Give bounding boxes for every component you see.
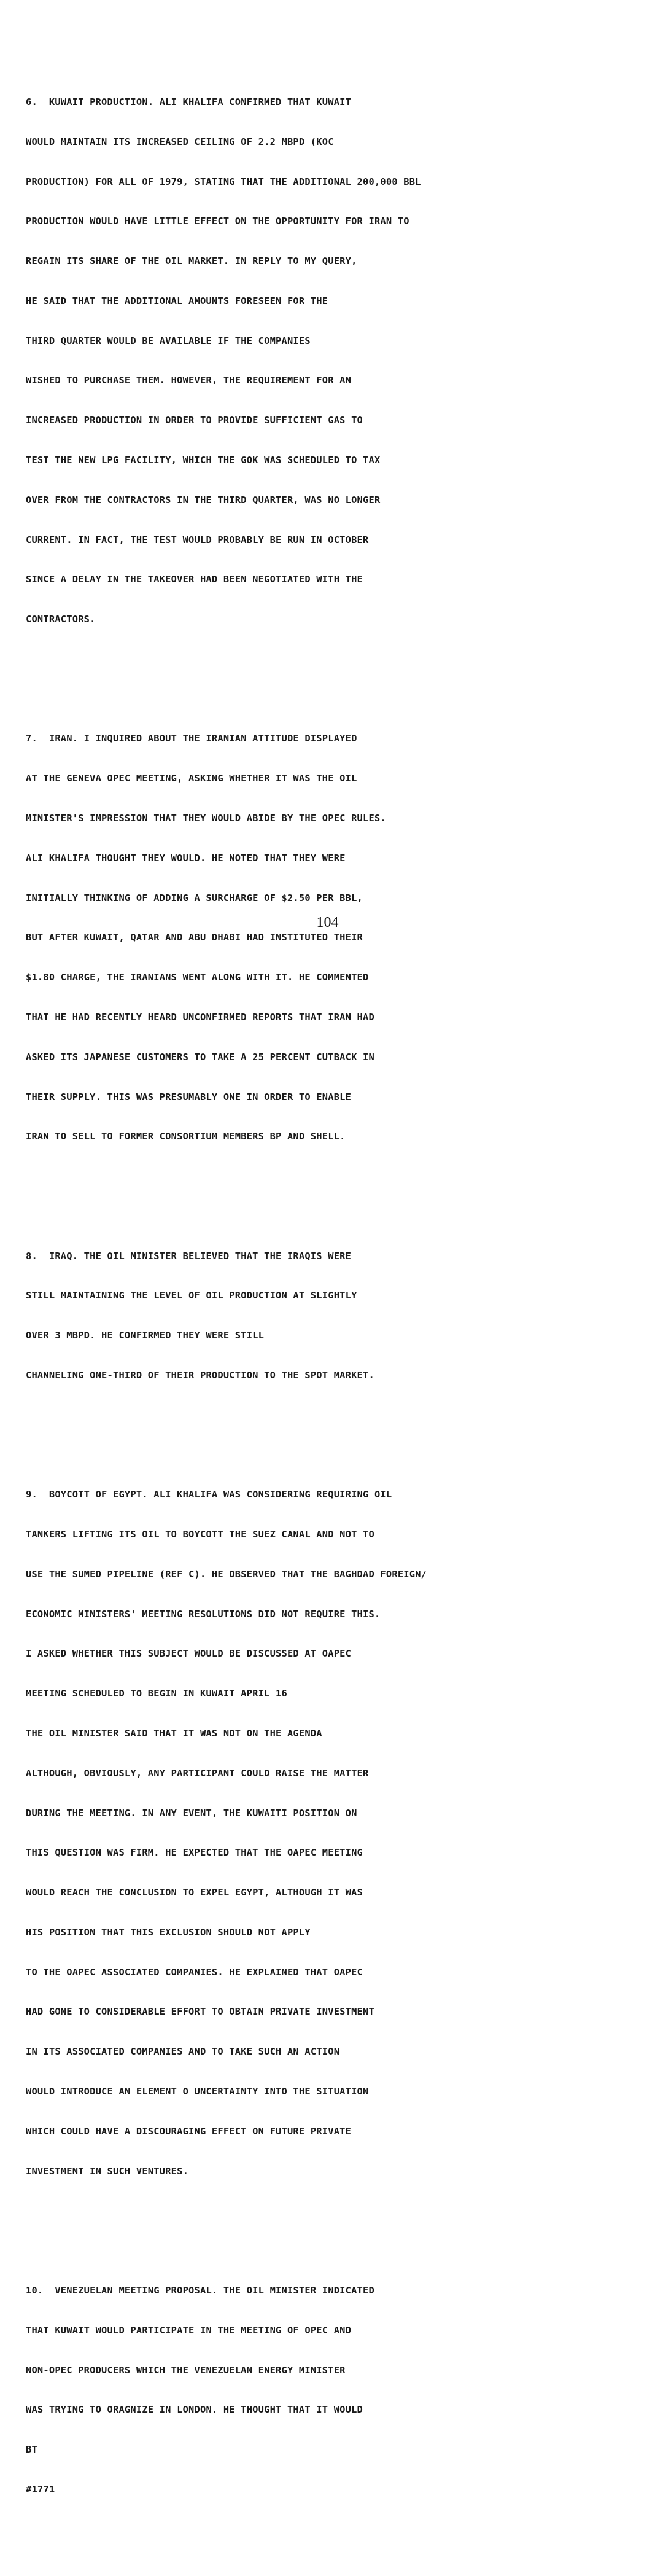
paragraph-10-venezuelan-meeting-proposal: [26, 2258, 634, 2523]
text-line: INCREASED PRODUCTION IN ORDER TO PROVIDE SUFFICIENT GAS TO: [26, 415, 363, 426]
text-line: THEIR SUPPLY. THIS WAS PRESUMABLY ONE IN ORDER TO ENABLE: [26, 1091, 352, 1103]
text-line: ASKED ITS JAPANESE CUSTOMERS TO TAKE A 25 PERCENT CUTBACK IN: [26, 1051, 374, 1063]
text-line: IRAN TO SELL TO FORMER CONSORTIUM MEMBERS BP AND SHELL.: [26, 1131, 346, 1142]
text-line: WAS TRYING TO ORAGNIZE IN LONDON. HE THOUGHT THAT IT WOULD: [26, 2404, 363, 2416]
telegram-body: [26, 29, 634, 2576]
text-line: TANKERS LIFTING ITS OIL TO BOYCOTT THE SUEZ CANAL AND NOT TO: [26, 1529, 374, 1540]
text-line: MEETING SCHEDULED TO BEGIN IN KUWAIT APRIL 16: [26, 1688, 287, 1700]
paragraph-6-kuwait-production: [26, 69, 634, 653]
text-line: STILL MAINTAINING THE LEVEL OF OIL PRODUCTION AT SLIGHTLY: [26, 1290, 357, 1302]
text-line: PRODUCTION) FOR ALL OF 1979, STATING THAT THE ADDITIONAL 200,000 BBL: [26, 176, 421, 187]
message-number: #1771: [26, 2483, 55, 2495]
text-line: HIS POSITION THAT THIS EXCLUSION SHOULD NOT APPLY: [26, 1926, 311, 1938]
page-number: 104: [316, 915, 339, 931]
text-line: THIRD QUARTER WOULD BE AVAILABLE IF THE COMPANIES: [26, 335, 311, 346]
text-line: AT THE GENEVA OPEC MEETING, ASKING WHETHER IT WAS THE OIL: [26, 773, 357, 784]
text-line: TEST THE NEW LPG FACILITY, WHICH THE GOK WAS SCHEDULED TO TAX: [26, 455, 381, 466]
text-line: WOULD MAINTAIN ITS INCREASED CEILING OF 2.2 MBPD (KOC: [26, 136, 334, 147]
text-line: OVER 3 MBPD. HE CONFIRMED THEY WERE STILL: [26, 1330, 265, 1341]
text-line: INVESTMENT IN SUCH VENTURES.: [26, 2165, 189, 2177]
text-line: WOULD REACH THE CONCLUSION TO EXPEL EGYPT, ALTHOUGH IT WAS: [26, 1887, 363, 1899]
paragraph-8-iraq: [26, 1223, 634, 1408]
text-line: DURING THE MEETING. IN ANY EVENT, THE KUWAITI POSITION ON: [26, 1807, 357, 1819]
text-line: TO THE OAPEC ASSOCIATED COMPANIES. HE EXPLAINED THAT OAPEC: [26, 1966, 363, 1978]
text-line: ECONOMIC MINISTERS' MEETING RESOLUTIONS DID NOT REQUIRE THIS.: [26, 1608, 381, 1620]
text-line: 8. IRAQ. THE OIL MINISTER BELIEVED THAT THE IRAQIS WERE: [26, 1250, 352, 1262]
text-line: CONTRACTORS.: [26, 614, 96, 625]
text-line: SINCE A DELAY IN THE TAKEOVER HAD BEEN NEGOTIATED WITH THE: [26, 574, 363, 585]
text-line: WOULD INTRODUCE AN ELEMENT O UNCERTAINTY INTO THE SITUATION: [26, 2086, 369, 2098]
text-line: THAT KUWAIT WOULD PARTICIPATE IN THE MEETING OF OPEC AND: [26, 2324, 352, 2336]
paragraph-7-iran: [26, 706, 634, 1170]
text-line: MINISTER'S IMPRESSION THAT THEY WOULD ABIDE BY THE OPEC RULES.: [26, 813, 386, 824]
text-line: $1.80 CHARGE, THE IRANIANS WENT ALONG WITH IT. HE COMMENTED: [26, 972, 369, 983]
text-line: OVER FROM THE CONTRACTORS IN THE THIRD QUARTER, WAS NO LONGER: [26, 494, 381, 505]
break-marker: BT: [26, 2444, 37, 2456]
text-line: 7. IRAN. I INQUIRED ABOUT THE IRANIAN ATTITUDE DISPLAYED: [26, 733, 357, 744]
text-line: CURRENT. IN FACT, THE TEST WOULD PROBABLY BE RUN IN OCTOBER: [26, 534, 369, 545]
text-line: INITIALLY THINKING OF ADDING A SURCHARGE OF $2.50 PER BBL,: [26, 892, 363, 904]
text-line: THIS QUESTION WAS FIRM. HE EXPECTED THAT THE OAPEC MEETING: [26, 1847, 363, 1859]
text-line: 10. VENEZUELAN MEETING PROPOSAL. THE OIL MINISTER INDICATED: [26, 2284, 374, 2296]
text-line: THAT HE HAD RECENTLY HEARD UNCONFIRMED REPORTS THAT IRAN HAD: [26, 1011, 374, 1023]
text-line: HAD GONE TO CONSIDERABLE EFFORT TO OBTAIN PRIVATE INVESTMENT: [26, 2006, 374, 2018]
text-line: HE SAID THAT THE ADDITIONAL AMOUNTS FORESEEN FOR THE: [26, 295, 328, 306]
text-line: 6. KUWAIT PRODUCTION. ALI KHALIFA CONFIRMED THAT KUWAIT: [26, 96, 352, 107]
text-line: I ASKED WHETHER THIS SUBJECT WOULD BE DISCUSSED AT OAPEC: [26, 1648, 352, 1660]
text-line: ALI KHALIFA THOUGHT THEY WOULD. HE NOTED THAT THEY WERE: [26, 852, 346, 864]
text-line: BUT AFTER KUWAIT, QATAR AND ABU DHABI HAD INSTITUTED THEIR: [26, 932, 363, 943]
text-line: REGAIN ITS SHARE OF THE OIL MARKET. IN REPLY TO MY QUERY,: [26, 256, 357, 267]
text-line: WHICH COULD HAVE A DISCOURAGING EFFECT ON FUTURE PRIVATE: [26, 2125, 352, 2137]
text-line: WISHED TO PURCHASE THEM. HOWEVER, THE REQUIREMENT FOR AN: [26, 375, 352, 386]
text-line: CHANNELING ONE-THIRD OF THEIR PRODUCTION TO THE SPOT MARKET.: [26, 1369, 374, 1381]
text-line: USE THE SUMED PIPELINE (REF C). HE OBSERVED THAT THE BAGHDAD FOREIGN/: [26, 1568, 427, 1580]
text-line: ALTHOUGH, OBVIOUSLY, ANY PARTICIPANT COULD RAISE THE MATTER: [26, 1767, 369, 1779]
text-line: NON-OPEC PRODUCERS WHICH THE VENEZUELAN ENERGY MINISTER: [26, 2364, 346, 2376]
text-line: 9. BOYCOTT OF EGYPT. ALI KHALIFA WAS CONSIDERING REQUIRING OIL: [26, 1489, 392, 1501]
paragraph-9-boycott-of-egypt: [26, 1462, 634, 2204]
text-line: IN ITS ASSOCIATED COMPANIES AND TO TAKE SUCH AN ACTION: [26, 2046, 340, 2058]
text-line: PRODUCTION WOULD HAVE LITTLE EFFECT ON THE OPPORTUNITY FOR IRAN TO: [26, 216, 409, 227]
text-line: THE OIL MINISTER SAID THAT IT WAS NOT ON THE AGENDA: [26, 1728, 322, 1739]
